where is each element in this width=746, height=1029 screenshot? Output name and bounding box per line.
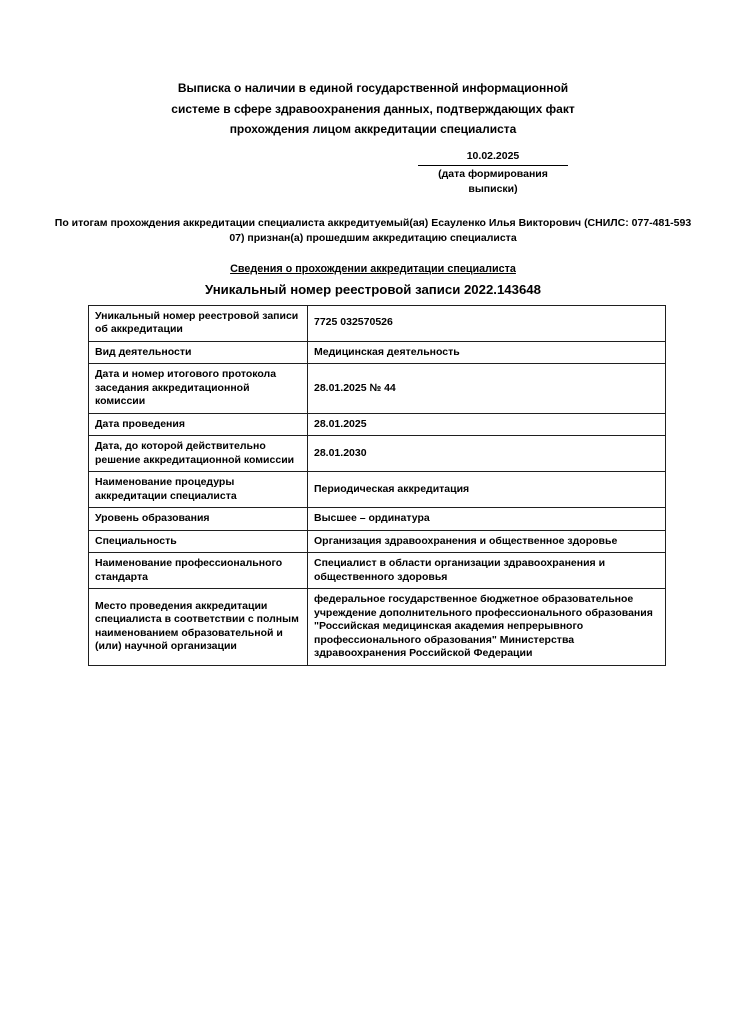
row-value: Высшее – ординатура (308, 508, 666, 531)
row-label: Дата и номер итогового протокола заседания аккредитационной комиссии (89, 364, 308, 414)
table-row (89, 508, 666, 531)
row-label: Уровень образования (89, 508, 308, 531)
row-value: 28.01.2025 (308, 413, 666, 436)
row-value: 7725 032570526 (308, 305, 666, 341)
row-label: Наименование процедуры аккредитации специалиста (89, 472, 308, 508)
table-row (89, 553, 666, 589)
accreditation-table (88, 305, 666, 666)
table-row (89, 589, 666, 666)
row-label: Дата проведения (89, 413, 308, 436)
table-row (89, 472, 666, 508)
row-value: Специалист в области организации здравоохранения и общественного здоровья (308, 553, 666, 589)
row-value: Медицинская деятельность (308, 341, 666, 364)
table-row (89, 530, 666, 553)
issue-date-block (418, 149, 568, 197)
row-label: Место проведения аккредитации специалиста в соответствии с полным наименованием образовательной и (или) научной организации (89, 589, 308, 666)
intro-paragraph: По итогам прохождения аккредитации специалиста аккредитуемый(ая) Есауленко Илья Викторович (СНИЛС: 077-481-593 07) признан(а) прошедшим аккредитацию специалиста (54, 216, 692, 244)
table-row (89, 305, 666, 341)
issue-date-value: 10.02.2025 (418, 149, 568, 166)
row-label: Вид деятельности (89, 341, 308, 364)
issue-date-caption: (дата формирования выписки) (438, 167, 548, 195)
row-value: Организация здравоохранения и общественное здоровье (308, 530, 666, 553)
record-number-heading: Уникальный номер реестровой записи 2022.143648 (205, 281, 541, 297)
table-row (89, 436, 666, 472)
row-label: Наименование профессионального стандарта (89, 553, 308, 589)
row-label: Уникальный номер реестровой записи об аккредитации (89, 305, 308, 341)
accreditation-table-body (89, 305, 666, 665)
table-row (89, 413, 666, 436)
row-label: Специальность (89, 530, 308, 553)
table-row (89, 364, 666, 414)
document-title: Выписка о наличии в единой государственной информационной системе в сфере здравоохранения данных, подтверждающих факт прохождения лицом аккредитации специалиста (171, 81, 575, 136)
row-label: Дата, до которой действительно решение аккредитационной комиссии (89, 436, 308, 472)
table-row (89, 341, 666, 364)
row-value: 28.01.2025 № 44 (308, 364, 666, 414)
row-value: Периодическая аккредитация (308, 472, 666, 508)
section-heading: Сведения о прохождении аккредитации специалиста (230, 262, 516, 275)
row-value: 28.01.2030 (308, 436, 666, 472)
row-value: федеральное государственное бюджетное образовательное учреждение дополнительного профессионального образования "Российская медицинская академия непрерывного профессионального образования" Министерства здравоохранения Российской Федерации (308, 589, 666, 666)
